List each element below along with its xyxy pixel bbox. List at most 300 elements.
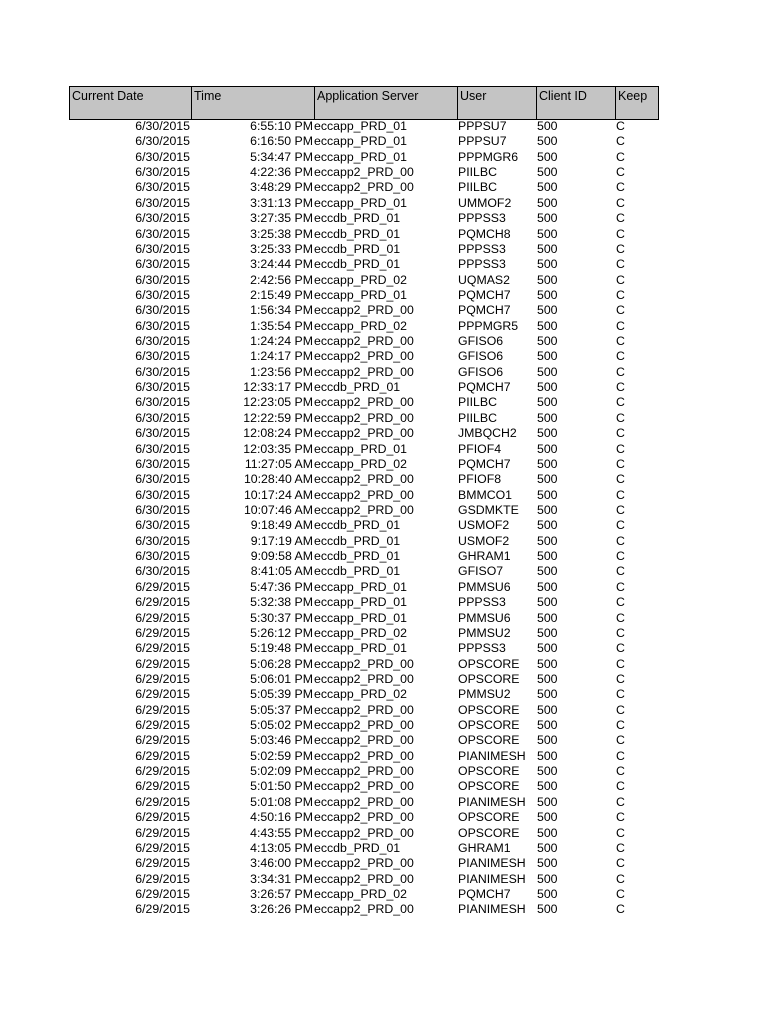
cell-time[interactable]: 3:31:13 PM bbox=[250, 195, 313, 210]
cell-client-id[interactable]: 500 bbox=[537, 656, 558, 671]
cell-client-id[interactable]: 500 bbox=[537, 226, 558, 241]
cell-keep[interactable]: C bbox=[616, 549, 625, 564]
cell-current-date[interactable]: 6/30/2015 bbox=[135, 502, 190, 517]
cell-current-date[interactable]: 6/30/2015 bbox=[135, 487, 190, 502]
cell-client-id[interactable]: 500 bbox=[537, 241, 558, 256]
cell-client-id[interactable]: 500 bbox=[537, 303, 558, 318]
cell-current-date[interactable]: 6/30/2015 bbox=[135, 272, 190, 287]
cell-current-date[interactable]: 6/30/2015 bbox=[135, 134, 190, 149]
cell-time[interactable]: 5:06:01 PM bbox=[250, 671, 313, 686]
cell-client-id[interactable]: 500 bbox=[537, 257, 558, 272]
cell-user[interactable]: PFIOF4 bbox=[458, 441, 502, 456]
cell-client-id[interactable]: 500 bbox=[537, 165, 558, 180]
cell-time[interactable]: 4:43:55 PM bbox=[250, 825, 313, 840]
cell-application-server[interactable]: eccapp_PRD_01 bbox=[314, 595, 407, 610]
cell-user[interactable]: OPSCORE bbox=[458, 733, 520, 748]
cell-application-server[interactable]: eccdb_PRD_01 bbox=[314, 840, 401, 855]
cell-keep[interactable]: C bbox=[616, 364, 625, 379]
cell-time[interactable]: 1:23:56 PM bbox=[250, 364, 313, 379]
cell-application-server[interactable]: eccapp_PRD_02 bbox=[314, 687, 407, 702]
cell-current-date[interactable]: 6/29/2015 bbox=[135, 641, 190, 656]
cell-user[interactable]: OPSCORE bbox=[458, 764, 520, 779]
cell-current-date[interactable]: 6/30/2015 bbox=[135, 533, 190, 548]
cell-time[interactable]: 10:28:40 AM bbox=[243, 472, 313, 487]
cell-current-date[interactable]: 6/30/2015 bbox=[135, 549, 190, 564]
cell-time[interactable]: 1:35:54 PM bbox=[250, 318, 313, 333]
cell-application-server[interactable]: eccdb_PRD_01 bbox=[314, 226, 401, 241]
cell-application-server[interactable]: eccapp2_PRD_00 bbox=[314, 748, 414, 763]
cell-keep[interactable]: C bbox=[616, 671, 625, 686]
cell-keep[interactable]: C bbox=[616, 456, 625, 471]
cell-current-date[interactable]: 6/29/2015 bbox=[135, 902, 190, 917]
cell-user[interactable]: PIANIMESH bbox=[458, 902, 526, 917]
cell-application-server[interactable]: eccapp_PRD_02 bbox=[314, 456, 407, 471]
cell-user[interactable]: PPPSS3 bbox=[458, 241, 506, 256]
cell-current-date[interactable]: 6/30/2015 bbox=[135, 257, 190, 272]
cell-application-server[interactable]: eccapp2_PRD_00 bbox=[314, 487, 414, 502]
cell-user[interactable]: PPPSU7 bbox=[458, 119, 507, 133]
cell-user[interactable]: OPSCORE bbox=[458, 671, 520, 686]
cell-application-server[interactable]: eccdb_PRD_01 bbox=[314, 518, 401, 533]
cell-client-id[interactable]: 500 bbox=[537, 871, 558, 886]
cell-application-server[interactable]: eccapp2_PRD_00 bbox=[314, 810, 414, 825]
cell-client-id[interactable]: 500 bbox=[537, 886, 558, 901]
cell-user[interactable]: OPSCORE bbox=[458, 825, 520, 840]
cell-keep[interactable]: C bbox=[616, 794, 625, 809]
cell-keep[interactable]: C bbox=[616, 886, 625, 901]
cell-client-id[interactable]: 500 bbox=[537, 641, 558, 656]
cell-keep[interactable]: C bbox=[616, 165, 625, 180]
cell-user[interactable]: PMMSU2 bbox=[458, 625, 511, 640]
cell-keep[interactable]: C bbox=[616, 564, 625, 579]
cell-time[interactable]: 3:48:29 PM bbox=[250, 180, 313, 195]
cell-current-date[interactable]: 6/29/2015 bbox=[135, 810, 190, 825]
cell-client-id[interactable]: 500 bbox=[537, 272, 558, 287]
cell-client-id[interactable]: 500 bbox=[537, 687, 558, 702]
cell-user[interactable]: OPSCORE bbox=[458, 656, 520, 671]
cell-client-id[interactable]: 500 bbox=[537, 549, 558, 564]
cell-application-server[interactable]: eccapp_PRD_02 bbox=[314, 886, 407, 901]
cell-time[interactable]: 5:02:09 PM bbox=[250, 764, 313, 779]
cell-current-date[interactable]: 6/30/2015 bbox=[135, 564, 190, 579]
cell-application-server[interactable]: eccapp_PRD_01 bbox=[314, 441, 407, 456]
cell-current-date[interactable]: 6/30/2015 bbox=[135, 334, 190, 349]
cell-user[interactable]: PQMCH7 bbox=[458, 456, 511, 471]
cell-application-server[interactable]: eccapp2_PRD_00 bbox=[314, 902, 414, 917]
cell-application-server[interactable]: eccapp_PRD_01 bbox=[314, 134, 407, 149]
cell-application-server[interactable]: eccapp2_PRD_00 bbox=[314, 825, 414, 840]
header-time[interactable]: Time bbox=[192, 87, 315, 119]
cell-current-date[interactable]: 6/30/2015 bbox=[135, 380, 190, 395]
cell-current-date[interactable]: 6/29/2015 bbox=[135, 656, 190, 671]
cell-time[interactable]: 12:08:24 PM bbox=[243, 426, 313, 441]
cell-application-server[interactable]: eccdb_PRD_01 bbox=[314, 380, 401, 395]
cell-time[interactable]: 5:02:59 PM bbox=[250, 748, 313, 763]
cell-keep[interactable]: C bbox=[616, 502, 625, 517]
cell-application-server[interactable]: eccapp_PRD_01 bbox=[314, 195, 407, 210]
cell-client-id[interactable]: 500 bbox=[537, 134, 558, 149]
cell-current-date[interactable]: 6/29/2015 bbox=[135, 871, 190, 886]
cell-client-id[interactable]: 500 bbox=[537, 840, 558, 855]
cell-user[interactable]: PMMSU6 bbox=[458, 610, 511, 625]
cell-time[interactable]: 5:05:39 PM bbox=[250, 687, 313, 702]
cell-current-date[interactable]: 6/30/2015 bbox=[135, 119, 190, 133]
cell-current-date[interactable]: 6/30/2015 bbox=[135, 165, 190, 180]
cell-user[interactable]: PQMCH7 bbox=[458, 886, 511, 901]
cell-keep[interactable]: C bbox=[616, 810, 625, 825]
cell-user[interactable]: PQMCH7 bbox=[458, 303, 511, 318]
cell-user[interactable]: OPSCORE bbox=[458, 810, 520, 825]
cell-time[interactable]: 9:17:19 AM bbox=[250, 533, 313, 548]
cell-client-id[interactable]: 500 bbox=[537, 625, 558, 640]
header-client-id[interactable]: Client ID bbox=[537, 87, 616, 119]
cell-client-id[interactable]: 500 bbox=[537, 733, 558, 748]
cell-application-server[interactable]: eccdb_PRD_01 bbox=[314, 211, 401, 226]
cell-application-server[interactable]: eccapp_PRD_02 bbox=[314, 272, 407, 287]
cell-current-date[interactable]: 6/29/2015 bbox=[135, 610, 190, 625]
cell-time[interactable]: 5:32:38 PM bbox=[250, 595, 313, 610]
cell-time[interactable]: 1:24:17 PM bbox=[250, 349, 313, 364]
cell-application-server[interactable]: eccapp_PRD_01 bbox=[314, 119, 407, 133]
header-application-server[interactable]: Application Server bbox=[315, 87, 458, 119]
cell-keep[interactable]: C bbox=[616, 426, 625, 441]
cell-time[interactable]: 5:34:47 PM bbox=[250, 149, 313, 164]
cell-keep[interactable]: C bbox=[616, 472, 625, 487]
cell-client-id[interactable]: 500 bbox=[537, 748, 558, 763]
cell-keep[interactable]: C bbox=[616, 871, 625, 886]
cell-time[interactable]: 5:01:08 PM bbox=[250, 794, 313, 809]
cell-client-id[interactable]: 500 bbox=[537, 318, 558, 333]
cell-application-server[interactable]: eccapp2_PRD_00 bbox=[314, 871, 414, 886]
cell-client-id[interactable]: 500 bbox=[537, 825, 558, 840]
cell-user[interactable]: PPPSU7 bbox=[458, 134, 507, 149]
cell-current-date[interactable]: 6/29/2015 bbox=[135, 779, 190, 794]
cell-application-server[interactable]: eccapp2_PRD_00 bbox=[314, 472, 414, 487]
cell-current-date[interactable]: 6/29/2015 bbox=[135, 718, 190, 733]
cell-client-id[interactable]: 500 bbox=[537, 810, 558, 825]
cell-current-date[interactable]: 6/30/2015 bbox=[135, 441, 190, 456]
cell-client-id[interactable]: 500 bbox=[537, 334, 558, 349]
cell-current-date[interactable]: 6/29/2015 bbox=[135, 702, 190, 717]
cell-keep[interactable]: C bbox=[616, 656, 625, 671]
cell-current-date[interactable]: 6/30/2015 bbox=[135, 211, 190, 226]
cell-current-date[interactable]: 6/29/2015 bbox=[135, 671, 190, 686]
cell-application-server[interactable]: eccapp2_PRD_00 bbox=[314, 856, 414, 871]
cell-keep[interactable]: C bbox=[616, 441, 625, 456]
cell-current-date[interactable]: 6/30/2015 bbox=[135, 518, 190, 533]
cell-time[interactable]: 10:07:46 AM bbox=[243, 502, 313, 517]
cell-application-server[interactable]: eccapp_PRD_01 bbox=[314, 149, 407, 164]
cell-keep[interactable]: C bbox=[616, 318, 625, 333]
cell-keep[interactable]: C bbox=[616, 272, 625, 287]
cell-time[interactable]: 3:25:38 PM bbox=[250, 226, 313, 241]
cell-time[interactable]: 12:33:17 PM bbox=[243, 380, 313, 395]
cell-client-id[interactable]: 500 bbox=[537, 579, 558, 594]
cell-time[interactable]: 8:41:05 AM bbox=[250, 564, 313, 579]
cell-client-id[interactable]: 500 bbox=[537, 779, 558, 794]
cell-current-date[interactable]: 6/29/2015 bbox=[135, 840, 190, 855]
cell-time[interactable]: 1:56:34 PM bbox=[250, 303, 313, 318]
cell-user[interactable]: PQMCH7 bbox=[458, 380, 511, 395]
cell-user[interactable]: PIANIMESH bbox=[458, 856, 526, 871]
cell-user[interactable]: PPPMGR5 bbox=[458, 318, 519, 333]
cell-client-id[interactable]: 500 bbox=[537, 718, 558, 733]
cell-application-server[interactable]: eccapp_PRD_01 bbox=[314, 641, 407, 656]
cell-current-date[interactable]: 6/30/2015 bbox=[135, 456, 190, 471]
cell-keep[interactable]: C bbox=[616, 395, 625, 410]
cell-keep[interactable]: C bbox=[616, 687, 625, 702]
cell-user[interactable]: PIANIMESH bbox=[458, 748, 526, 763]
cell-application-server[interactable]: eccapp2_PRD_00 bbox=[314, 410, 414, 425]
cell-client-id[interactable]: 500 bbox=[537, 764, 558, 779]
cell-keep[interactable]: C bbox=[616, 241, 625, 256]
cell-time[interactable]: 3:24:44 PM bbox=[250, 257, 313, 272]
cell-time[interactable]: 6:16:50 PM bbox=[250, 134, 313, 149]
cell-user[interactable]: GFISO6 bbox=[458, 334, 504, 349]
cell-client-id[interactable]: 500 bbox=[537, 180, 558, 195]
cell-time[interactable]: 5:30:37 PM bbox=[250, 610, 313, 625]
cell-application-server[interactable]: eccapp2_PRD_00 bbox=[314, 718, 414, 733]
cell-keep[interactable]: C bbox=[616, 533, 625, 548]
cell-application-server[interactable]: eccapp2_PRD_00 bbox=[314, 764, 414, 779]
cell-client-id[interactable]: 500 bbox=[537, 533, 558, 548]
cell-client-id[interactable]: 500 bbox=[537, 349, 558, 364]
cell-time[interactable]: 3:34:31 PM bbox=[250, 871, 313, 886]
cell-application-server[interactable]: eccapp_PRD_01 bbox=[314, 579, 407, 594]
cell-client-id[interactable]: 500 bbox=[537, 456, 558, 471]
cell-client-id[interactable]: 500 bbox=[537, 426, 558, 441]
cell-keep[interactable]: C bbox=[616, 579, 625, 594]
cell-time[interactable]: 12:03:35 PM bbox=[243, 441, 313, 456]
cell-user[interactable]: PIILBC bbox=[458, 180, 497, 195]
cell-time[interactable]: 5:06:28 PM bbox=[250, 656, 313, 671]
cell-time[interactable]: 3:26:57 PM bbox=[250, 886, 313, 901]
cell-time[interactable]: 3:26:26 PM bbox=[250, 902, 313, 917]
cell-user[interactable]: PQMCH8 bbox=[458, 226, 511, 241]
cell-keep[interactable]: C bbox=[616, 902, 625, 917]
cell-time[interactable]: 3:46:00 PM bbox=[250, 856, 313, 871]
cell-client-id[interactable]: 500 bbox=[537, 564, 558, 579]
cell-application-server[interactable]: eccapp_PRD_02 bbox=[314, 318, 407, 333]
cell-time[interactable]: 3:25:33 PM bbox=[250, 241, 313, 256]
cell-client-id[interactable]: 500 bbox=[537, 671, 558, 686]
cell-application-server[interactable]: eccdb_PRD_01 bbox=[314, 241, 401, 256]
cell-client-id[interactable]: 500 bbox=[537, 364, 558, 379]
cell-keep[interactable]: C bbox=[616, 349, 625, 364]
cell-keep[interactable]: C bbox=[616, 195, 625, 210]
cell-keep[interactable]: C bbox=[616, 257, 625, 272]
cell-time[interactable]: 10:17:24 AM bbox=[243, 487, 313, 502]
cell-user[interactable]: GHRAM1 bbox=[458, 549, 511, 564]
cell-client-id[interactable]: 500 bbox=[537, 902, 558, 917]
cell-user[interactable]: OPSCORE bbox=[458, 718, 520, 733]
cell-client-id[interactable]: 500 bbox=[537, 380, 558, 395]
cell-current-date[interactable]: 6/29/2015 bbox=[135, 886, 190, 901]
cell-keep[interactable]: C bbox=[616, 303, 625, 318]
header-keep[interactable]: Keep bbox=[618, 89, 648, 103]
cell-time[interactable]: 4:22:36 PM bbox=[250, 165, 313, 180]
cell-time[interactable]: 5:05:02 PM bbox=[250, 718, 313, 733]
cell-client-id[interactable]: 500 bbox=[537, 149, 558, 164]
cell-user[interactable]: PMMSU2 bbox=[458, 687, 511, 702]
cell-time[interactable]: 5:26:12 PM bbox=[250, 625, 313, 640]
cell-user[interactable]: PQMCH7 bbox=[458, 287, 511, 302]
cell-application-server[interactable]: eccapp2_PRD_00 bbox=[314, 779, 414, 794]
cell-application-server[interactable]: eccapp_PRD_01 bbox=[314, 610, 407, 625]
cell-user[interactable]: UMMOF2 bbox=[458, 195, 512, 210]
cell-time[interactable]: 1:24:24 PM bbox=[250, 334, 313, 349]
cell-application-server[interactable]: eccdb_PRD_01 bbox=[314, 533, 401, 548]
cell-keep[interactable]: C bbox=[616, 610, 625, 625]
cell-application-server[interactable]: eccapp2_PRD_00 bbox=[314, 502, 414, 517]
cell-current-date[interactable]: 6/30/2015 bbox=[135, 195, 190, 210]
cell-keep[interactable]: C bbox=[616, 380, 625, 395]
cell-user[interactable]: PIANIMESH bbox=[458, 794, 526, 809]
cell-keep[interactable]: C bbox=[616, 718, 625, 733]
cell-keep[interactable]: C bbox=[616, 119, 625, 133]
cell-client-id[interactable]: 500 bbox=[537, 502, 558, 517]
cell-time[interactable]: 5:47:36 PM bbox=[250, 579, 313, 594]
cell-user[interactable]: PIANIMESH bbox=[458, 871, 526, 886]
cell-current-date[interactable]: 6/30/2015 bbox=[135, 426, 190, 441]
cell-keep[interactable]: C bbox=[616, 748, 625, 763]
cell-user[interactable]: PPPSS3 bbox=[458, 257, 506, 272]
cell-current-date[interactable]: 6/29/2015 bbox=[135, 595, 190, 610]
cell-current-date[interactable]: 6/30/2015 bbox=[135, 180, 190, 195]
cell-current-date[interactable]: 6/30/2015 bbox=[135, 241, 190, 256]
cell-client-id[interactable]: 500 bbox=[537, 195, 558, 210]
cell-current-date[interactable]: 6/29/2015 bbox=[135, 687, 190, 702]
cell-client-id[interactable]: 500 bbox=[537, 410, 558, 425]
cell-user[interactable]: GFISO6 bbox=[458, 364, 504, 379]
cell-user[interactable]: PPPSS3 bbox=[458, 641, 506, 656]
cell-time[interactable]: 11:27:05 AM bbox=[244, 456, 313, 471]
cell-client-id[interactable]: 500 bbox=[537, 518, 558, 533]
cell-client-id[interactable]: 500 bbox=[537, 441, 558, 456]
cell-time[interactable]: 5:03:46 PM bbox=[250, 733, 313, 748]
cell-application-server[interactable]: eccapp2_PRD_00 bbox=[314, 656, 414, 671]
cell-keep[interactable]: C bbox=[616, 226, 625, 241]
cell-keep[interactable]: C bbox=[616, 733, 625, 748]
cell-application-server[interactable]: eccdb_PRD_01 bbox=[314, 257, 401, 272]
cell-keep[interactable]: C bbox=[616, 134, 625, 149]
cell-application-server[interactable]: eccapp2_PRD_00 bbox=[314, 349, 414, 364]
cell-user[interactable]: OPSCORE bbox=[458, 702, 520, 717]
cell-user[interactable]: PIILBC bbox=[458, 395, 497, 410]
cell-current-date[interactable]: 6/30/2015 bbox=[135, 472, 190, 487]
cell-application-server[interactable]: eccapp2_PRD_00 bbox=[314, 794, 414, 809]
cell-time[interactable]: 2:42:56 PM bbox=[250, 272, 313, 287]
cell-keep[interactable]: C bbox=[616, 487, 625, 502]
cell-keep[interactable]: C bbox=[616, 702, 625, 717]
cell-current-date[interactable]: 6/30/2015 bbox=[135, 287, 190, 302]
cell-keep[interactable]: C bbox=[616, 518, 625, 533]
cell-current-date[interactable]: 6/30/2015 bbox=[135, 395, 190, 410]
cell-keep[interactable]: C bbox=[616, 779, 625, 794]
cell-user[interactable]: OPSCORE bbox=[458, 779, 520, 794]
cell-user[interactable]: JMBQCH2 bbox=[458, 426, 517, 441]
cell-client-id[interactable]: 500 bbox=[537, 287, 558, 302]
cell-user[interactable]: PMMSU6 bbox=[458, 579, 511, 594]
cell-keep[interactable]: C bbox=[616, 287, 625, 302]
cell-client-id[interactable]: 500 bbox=[537, 395, 558, 410]
cell-current-date[interactable]: 6/29/2015 bbox=[135, 748, 190, 763]
cell-application-server[interactable]: eccdb_PRD_01 bbox=[314, 549, 401, 564]
cell-application-server[interactable]: eccapp2_PRD_00 bbox=[314, 733, 414, 748]
cell-user[interactable]: GFISO6 bbox=[458, 349, 504, 364]
cell-keep[interactable]: C bbox=[616, 764, 625, 779]
cell-current-date[interactable]: 6/30/2015 bbox=[135, 303, 190, 318]
cell-time[interactable]: 5:05:37 PM bbox=[250, 702, 313, 717]
cell-time[interactable]: 4:13:05 PM bbox=[250, 840, 313, 855]
cell-user[interactable]: GSDMKTE bbox=[458, 502, 519, 517]
cell-user[interactable]: PPPSS3 bbox=[458, 211, 506, 226]
cell-user[interactable]: GHRAM1 bbox=[458, 840, 511, 855]
cell-keep[interactable]: C bbox=[616, 334, 625, 349]
cell-user[interactable]: PFIOF8 bbox=[458, 472, 502, 487]
cell-application-server[interactable]: eccapp2_PRD_00 bbox=[314, 334, 414, 349]
cell-current-date[interactable]: 6/29/2015 bbox=[135, 825, 190, 840]
cell-application-server[interactable]: eccapp2_PRD_00 bbox=[314, 364, 414, 379]
cell-current-date[interactable]: 6/29/2015 bbox=[135, 579, 190, 594]
cell-keep[interactable]: C bbox=[616, 180, 625, 195]
cell-current-date[interactable]: 6/30/2015 bbox=[135, 410, 190, 425]
cell-time[interactable]: 4:50:16 PM bbox=[250, 810, 313, 825]
cell-client-id[interactable]: 500 bbox=[537, 702, 558, 717]
cell-time[interactable]: 5:19:48 PM bbox=[250, 641, 313, 656]
cell-client-id[interactable]: 500 bbox=[537, 487, 558, 502]
cell-time[interactable]: 12:23:05 PM bbox=[243, 395, 313, 410]
header-current-date[interactable]: Current Date bbox=[70, 87, 192, 119]
header-user[interactable]: User bbox=[458, 87, 537, 119]
cell-user[interactable]: PPPSS3 bbox=[458, 595, 506, 610]
cell-application-server[interactable]: eccapp_PRD_01 bbox=[314, 287, 407, 302]
cell-user[interactable]: BMMCO1 bbox=[458, 487, 512, 502]
cell-application-server[interactable]: eccapp2_PRD_00 bbox=[314, 165, 414, 180]
cell-keep[interactable]: C bbox=[616, 595, 625, 610]
cell-user[interactable]: USMOF2 bbox=[458, 533, 510, 548]
cell-keep[interactable]: C bbox=[616, 825, 625, 840]
cell-keep[interactable]: C bbox=[616, 641, 625, 656]
cell-current-date[interactable]: 6/29/2015 bbox=[135, 625, 190, 640]
cell-client-id[interactable]: 500 bbox=[537, 856, 558, 871]
cell-time[interactable]: 12:22:59 PM bbox=[243, 410, 313, 425]
cell-user[interactable]: USMOF2 bbox=[458, 518, 510, 533]
cell-current-date[interactable]: 6/30/2015 bbox=[135, 149, 190, 164]
cell-user[interactable]: UQMAS2 bbox=[458, 272, 510, 287]
cell-application-server[interactable]: eccapp2_PRD_00 bbox=[314, 395, 414, 410]
cell-client-id[interactable]: 500 bbox=[537, 472, 558, 487]
cell-client-id[interactable]: 500 bbox=[537, 794, 558, 809]
cell-keep[interactable]: C bbox=[616, 211, 625, 226]
cell-current-date[interactable]: 6/30/2015 bbox=[135, 226, 190, 241]
cell-time[interactable]: 9:18:49 AM bbox=[250, 518, 313, 533]
cell-client-id[interactable]: 500 bbox=[537, 595, 558, 610]
cell-current-date[interactable]: 6/30/2015 bbox=[135, 318, 190, 333]
cell-application-server[interactable]: eccdb_PRD_01 bbox=[314, 564, 401, 579]
cell-user[interactable]: GFISO7 bbox=[458, 564, 504, 579]
cell-user[interactable]: PPPMGR6 bbox=[458, 149, 519, 164]
cell-current-date[interactable]: 6/29/2015 bbox=[135, 733, 190, 748]
cell-client-id[interactable]: 500 bbox=[537, 610, 558, 625]
cell-keep[interactable]: C bbox=[616, 625, 625, 640]
cell-time[interactable]: 2:15:49 PM bbox=[250, 287, 313, 302]
cell-user[interactable]: PIILBC bbox=[458, 410, 497, 425]
cell-application-server[interactable]: eccapp2_PRD_00 bbox=[314, 426, 414, 441]
cell-application-server[interactable]: eccapp_PRD_02 bbox=[314, 625, 407, 640]
cell-application-server[interactable]: eccapp2_PRD_00 bbox=[314, 702, 414, 717]
cell-keep[interactable]: C bbox=[616, 410, 625, 425]
